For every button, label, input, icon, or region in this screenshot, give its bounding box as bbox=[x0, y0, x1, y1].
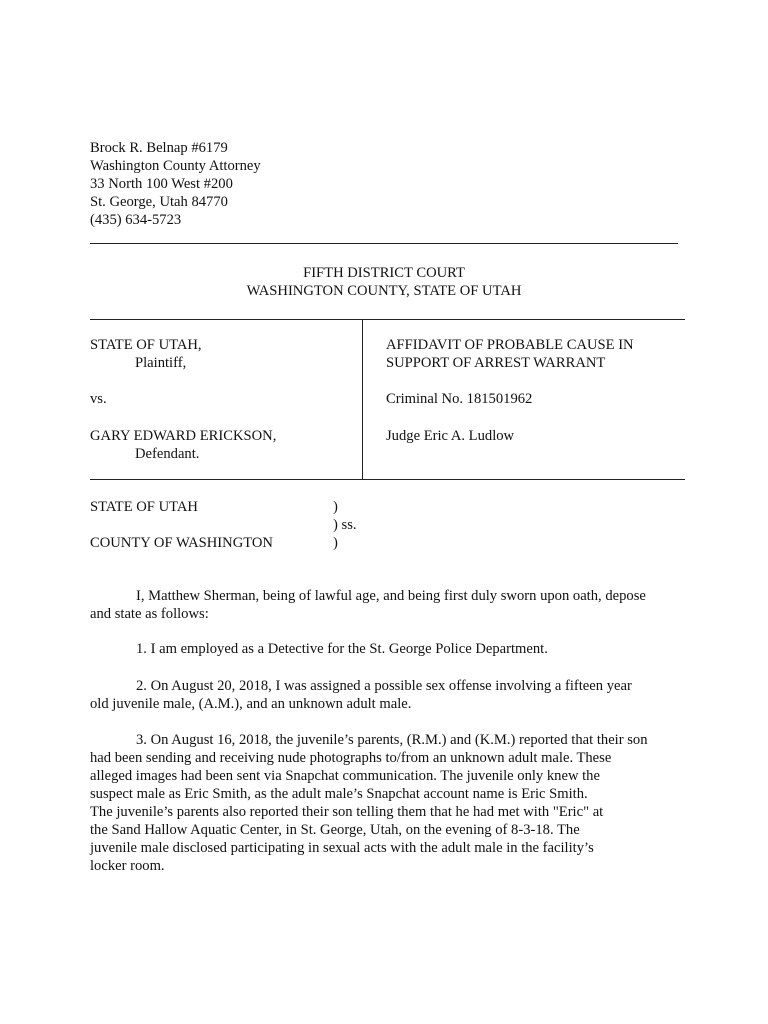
court-name: FIFTH DISTRICT COURT bbox=[303, 265, 465, 281]
intro-line2: and state as follows: bbox=[90, 606, 209, 622]
document-title-line1: AFFIDAVIT OF PROBABLE CAUSE IN bbox=[386, 337, 634, 353]
attorney-address-line2: St. George, Utah 84770 bbox=[90, 194, 228, 210]
defendant-role: Defendant. bbox=[135, 446, 200, 462]
paragraph-3-line5: The juvenile’s parents also reported their son telling them that he had met with "Eric" at bbox=[90, 804, 604, 820]
court-jurisdiction: WASHINGTON COUNTY, STATE OF UTAH bbox=[246, 283, 522, 299]
venue-county: COUNTY OF WASHINGTON bbox=[90, 535, 273, 551]
paragraph-3-line7: juvenile male disclosed participating in sexual acts with the adult male in the facility’s bbox=[90, 840, 594, 856]
judge-name: Judge Eric A. Ludlow bbox=[386, 428, 515, 444]
paragraph-3-line6: the Sand Hallow Aquatic Center, in St. George, Utah, on the evening of 8-3-18. The bbox=[90, 822, 580, 838]
caption-bottom-rule bbox=[90, 479, 685, 480]
document-title-line2: SUPPORT OF ARREST WARRANT bbox=[386, 355, 606, 371]
caption-top-rule bbox=[90, 319, 685, 320]
attorney-title: Washington County Attorney bbox=[90, 158, 261, 174]
attorney-address-line1: 33 North 100 West #200 bbox=[90, 176, 233, 192]
paragraph-3-line4: suspect male as Eric Smith, as the adult male’s Snapchat account name is Eric Smith. bbox=[90, 786, 588, 802]
plaintiff-role: Plaintiff, bbox=[135, 355, 187, 371]
paragraph-3-line3: alleged images had been sent via Snapchat communication. The juvenile only knew the bbox=[90, 768, 600, 784]
paragraph-3-line2: had been sending and receiving nude photographs to/from an unknown adult male. These bbox=[90, 750, 612, 766]
criminal-number: Criminal No. 181501962 bbox=[386, 391, 533, 407]
header-divider bbox=[90, 243, 678, 244]
venue-ss: ) ss. bbox=[333, 517, 357, 533]
paragraph-2-line1: 2. On August 20, 2018, I was assigned a possible sex offense involving a fifteen year bbox=[136, 678, 632, 694]
paragraph-1: 1. I am employed as a Detective for the St. George Police Department. bbox=[136, 641, 548, 657]
plaintiff-name: STATE OF UTAH, bbox=[90, 337, 202, 353]
attorney-name: Brock R. Belnap #6179 bbox=[90, 140, 228, 156]
intro-line1: I, Matthew Sherman, being of lawful age, and being first duly sworn upon oath, depose bbox=[136, 588, 646, 604]
caption-vertical-rule bbox=[362, 319, 363, 479]
defendant-name: GARY EDWARD ERICKSON, bbox=[90, 428, 277, 444]
venue-paren-3: ) bbox=[333, 535, 338, 551]
versus-label: vs. bbox=[90, 391, 107, 407]
attorney-phone: (435) 634-5723 bbox=[90, 212, 182, 228]
venue-state: STATE OF UTAH bbox=[90, 499, 198, 515]
paragraph-3-line8: locker room. bbox=[90, 858, 165, 874]
venue-paren-1: ) bbox=[333, 499, 338, 515]
paragraph-2-line2: old juvenile male, (A.M.), and an unknown adult male. bbox=[90, 696, 412, 712]
paragraph-3-line1: 3. On August 16, 2018, the juvenile’s parents, (R.M.) and (K.M.) reported that their son bbox=[136, 732, 648, 748]
